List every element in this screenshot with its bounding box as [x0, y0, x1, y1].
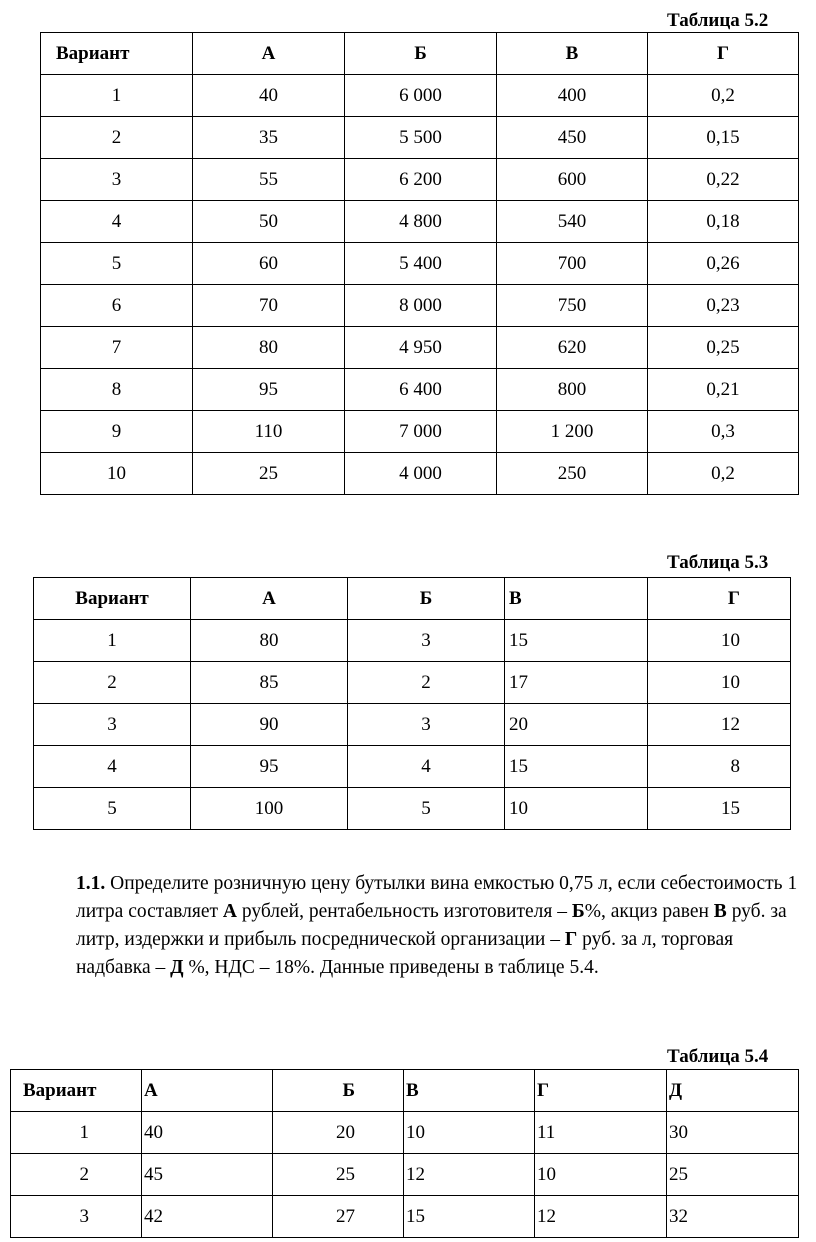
- table-header-row: [41, 33, 799, 75]
- table-header-cell: [191, 578, 348, 620]
- cell-text: 4: [421, 756, 431, 777]
- table-cell: [648, 704, 791, 746]
- table-cell: [348, 662, 505, 704]
- table-cell: [11, 1154, 142, 1196]
- cell-text: 3: [421, 714, 431, 735]
- table-cell: [505, 746, 648, 788]
- cell-text: 50: [259, 211, 278, 232]
- cell-text: 1: [79, 1122, 89, 1143]
- table-cell: [345, 201, 497, 243]
- cell-text: 55: [259, 169, 278, 190]
- cell-text: 25: [259, 463, 278, 484]
- cell-text: 80: [259, 337, 278, 358]
- cell-text: 45: [144, 1164, 163, 1185]
- cell-text: 2: [107, 672, 117, 693]
- table-header-row: [11, 1070, 799, 1112]
- cell-text: 6 200: [399, 169, 442, 190]
- table-cell: [41, 411, 193, 453]
- cell-text: 95: [259, 756, 279, 777]
- cell-text: 5 400: [399, 253, 442, 274]
- table-cell: [193, 75, 345, 117]
- cell-text: 40: [259, 85, 278, 106]
- cell-text: 6 000: [399, 85, 442, 106]
- table-cell: [193, 201, 345, 243]
- table-cell: [648, 201, 799, 243]
- cell-text: 20: [336, 1122, 355, 1143]
- cell-text: 250: [557, 463, 587, 484]
- cell-text: 80: [259, 630, 279, 651]
- cell-text: 3: [111, 169, 122, 190]
- cell-text: 15: [509, 630, 528, 651]
- cell-text: 27: [336, 1206, 355, 1227]
- problem-text-6: %, НДС – 18%. Данные приведены в таблице 5.4.: [188, 957, 599, 978]
- table-cell: [11, 1196, 142, 1238]
- table-cell: [648, 788, 791, 830]
- cell-text: Вариант: [23, 1080, 97, 1101]
- table-cell: [142, 1112, 273, 1154]
- problem-1-1: [0, 870, 800, 982]
- cell-text: 5 500: [399, 127, 442, 148]
- cell-text: 600: [557, 169, 587, 190]
- cell-text: Г: [537, 1080, 550, 1101]
- table-cell: [535, 1112, 667, 1154]
- table-row: [41, 327, 799, 369]
- table-cell: [345, 327, 497, 369]
- cell-text: 12: [721, 714, 740, 735]
- cell-text: 90: [259, 714, 279, 735]
- table-cell: [41, 369, 193, 411]
- cell-text: Б: [419, 588, 433, 609]
- cell-text: 4 000: [399, 463, 442, 484]
- cell-text: 25: [336, 1164, 355, 1185]
- table-header-cell: [273, 1070, 404, 1112]
- table-header-cell: [648, 33, 799, 75]
- table-cell: [667, 1196, 799, 1238]
- cell-text: Б: [342, 1080, 355, 1101]
- cell-text: Вариант: [56, 43, 130, 64]
- table-cell: [11, 1112, 142, 1154]
- cell-text: 30: [669, 1122, 688, 1143]
- table-cell: [41, 159, 193, 201]
- cell-text: Г: [727, 588, 740, 609]
- table-header-cell: [505, 578, 648, 620]
- cell-text: 6 400: [399, 379, 442, 400]
- table-cell: [345, 243, 497, 285]
- table-cell: [648, 746, 791, 788]
- cell-text: Б: [414, 43, 427, 64]
- table-cell: [404, 1112, 535, 1154]
- problem-text-5: руб. за л, торговая надбавка –: [76, 929, 734, 978]
- table-cell: [345, 117, 497, 159]
- table-cell: [41, 327, 193, 369]
- table-cell: [41, 285, 193, 327]
- cell-text: 42: [144, 1206, 163, 1227]
- cell-text: 9: [111, 421, 122, 442]
- cell-text: 6: [111, 295, 122, 316]
- table-row: [34, 746, 791, 788]
- table-cell: [648, 620, 791, 662]
- table-cell: [345, 75, 497, 117]
- cell-text: 0,2: [711, 85, 735, 106]
- table-cell: [41, 453, 193, 495]
- cell-text: А: [262, 588, 276, 609]
- table-cell: [497, 159, 648, 201]
- cell-text: 5: [107, 798, 117, 819]
- cell-text: 2: [111, 127, 122, 148]
- table-5-3-caption: Таблица 5.3: [667, 552, 769, 573]
- table-cell: [345, 453, 497, 495]
- var-v: В: [713, 901, 727, 922]
- cell-text: 40: [144, 1122, 163, 1143]
- table-cell: [193, 327, 345, 369]
- table-header-cell: [41, 33, 193, 75]
- cell-text: В: [509, 588, 522, 609]
- table-row: [34, 662, 791, 704]
- table-cell: [648, 285, 799, 327]
- table-cell: [41, 75, 193, 117]
- table-cell: [193, 243, 345, 285]
- table-row: [41, 453, 799, 495]
- table-cell: [142, 1154, 273, 1196]
- table-cell: [497, 285, 648, 327]
- table-row: [41, 159, 799, 201]
- table-5-2: [40, 32, 799, 495]
- table-header-cell: [345, 33, 497, 75]
- table-row: [41, 285, 799, 327]
- cell-text: 0,3: [711, 421, 735, 442]
- table-header-cell: [34, 578, 191, 620]
- cell-text: 800: [557, 379, 587, 400]
- cell-text: 5: [421, 798, 431, 819]
- table-row: [11, 1154, 799, 1196]
- table-cell: [497, 117, 648, 159]
- table-cell: [191, 704, 348, 746]
- table-cell: [648, 159, 799, 201]
- table-cell: [404, 1196, 535, 1238]
- table-cell: [34, 662, 191, 704]
- table-cell: [41, 117, 193, 159]
- var-a: А: [222, 901, 237, 922]
- cell-text: 60: [259, 253, 278, 274]
- cell-text: 0,18: [706, 211, 740, 232]
- table-cell: [34, 620, 191, 662]
- cell-text: В: [406, 1080, 419, 1101]
- table-row: [41, 369, 799, 411]
- cell-text: 25: [669, 1164, 688, 1185]
- cell-text: 3: [79, 1206, 89, 1227]
- cell-text: 0,23: [706, 295, 740, 316]
- table-cell: [648, 243, 799, 285]
- table-cell: [345, 369, 497, 411]
- cell-text: 110: [254, 421, 283, 442]
- table-header-cell: [348, 578, 505, 620]
- cell-text: 10: [509, 798, 528, 819]
- table-cell: [348, 620, 505, 662]
- cell-text: 8: [111, 379, 122, 400]
- cell-text: 10: [721, 672, 740, 693]
- problem-text-2: рублей, рентабельность изготовителя –: [241, 901, 567, 922]
- cell-text: 10: [107, 463, 126, 484]
- table-cell: [648, 327, 799, 369]
- table-cell: [191, 620, 348, 662]
- cell-text: 32: [669, 1206, 688, 1227]
- cell-text: 95: [259, 379, 278, 400]
- table-cell: [648, 662, 791, 704]
- table-cell: [497, 411, 648, 453]
- cell-text: Г: [716, 43, 730, 64]
- var-b: Б: [571, 901, 585, 922]
- table-cell: [648, 411, 799, 453]
- table-cell: [41, 201, 193, 243]
- cell-text: Вариант: [75, 588, 149, 609]
- table-cell: [497, 243, 648, 285]
- problem-text-1: Определите розничную цену бутылки вина емкостью 0,75 л, если себестоимость 1 литра составляет: [76, 873, 798, 922]
- cell-text: 8: [730, 756, 740, 777]
- table-cell: [345, 159, 497, 201]
- cell-text: 10: [721, 630, 740, 651]
- table-cell: [193, 117, 345, 159]
- table-cell: [535, 1196, 667, 1238]
- table-row: [34, 620, 791, 662]
- table-cell: [348, 704, 505, 746]
- cell-text: 450: [557, 127, 587, 148]
- table-row: [11, 1196, 799, 1238]
- table-cell: [348, 788, 505, 830]
- table-cell: [273, 1112, 404, 1154]
- cell-text: 4: [111, 211, 122, 232]
- cell-text: А: [144, 1080, 158, 1101]
- cell-text: 620: [557, 337, 587, 358]
- cell-text: 750: [557, 295, 587, 316]
- table-header-cell: [193, 33, 345, 75]
- cell-text: 15: [509, 756, 528, 777]
- cell-text: 2: [421, 672, 431, 693]
- table-cell: [667, 1112, 799, 1154]
- cell-text: 3: [107, 714, 117, 735]
- table-cell: [648, 369, 799, 411]
- problem-text-4: руб. за литр, издержки и прибыль посреднической организации –: [76, 901, 787, 950]
- table-cell: [193, 453, 345, 495]
- table-cell: [505, 788, 648, 830]
- table-header-row: [34, 578, 791, 620]
- cell-text: 70: [259, 295, 278, 316]
- table-cell: [193, 285, 345, 327]
- table-cell: [505, 620, 648, 662]
- cell-text: 1 200: [550, 421, 594, 442]
- table-cell: [667, 1154, 799, 1196]
- cell-text: 3: [421, 630, 431, 651]
- table-cell: [505, 662, 648, 704]
- table-5-3: [33, 577, 791, 830]
- problem-number: 1.1.: [76, 873, 106, 894]
- table-row: [41, 411, 799, 453]
- cell-text: 0,21: [706, 379, 740, 400]
- cell-text: 7: [111, 337, 122, 358]
- table-cell: [34, 746, 191, 788]
- table-header-cell: [535, 1070, 667, 1112]
- table-5-4: [10, 1069, 799, 1238]
- table-cell: [191, 662, 348, 704]
- cell-text: 7 000: [399, 421, 442, 442]
- table-cell: [404, 1154, 535, 1196]
- table-cell: [34, 704, 191, 746]
- table-header-cell: [648, 578, 791, 620]
- table-cell: [648, 75, 799, 117]
- cell-text: Д: [669, 1080, 683, 1101]
- table-cell: [191, 746, 348, 788]
- cell-text: 100: [254, 798, 284, 819]
- cell-text: 10: [406, 1122, 425, 1143]
- table-cell: [273, 1196, 404, 1238]
- cell-text: 15: [406, 1206, 425, 1227]
- cell-text: 0,2: [711, 463, 735, 484]
- table-cell: [193, 411, 345, 453]
- cell-text: 400: [557, 85, 587, 106]
- table-row: [41, 117, 799, 159]
- cell-text: 35: [259, 127, 278, 148]
- table-header-cell: [497, 33, 648, 75]
- cell-text: 0,26: [706, 253, 740, 274]
- cell-text: 85: [259, 672, 279, 693]
- table-cell: [193, 369, 345, 411]
- table-row: [34, 788, 791, 830]
- table-cell: [345, 285, 497, 327]
- table-header-cell: [404, 1070, 535, 1112]
- table-cell: [505, 704, 648, 746]
- table-header-cell: [11, 1070, 142, 1112]
- table-cell: [345, 411, 497, 453]
- table-header-cell: [667, 1070, 799, 1112]
- cell-text: 10: [537, 1164, 556, 1185]
- table-cell: [497, 201, 648, 243]
- table-cell: [193, 159, 345, 201]
- cell-text: В: [565, 43, 579, 64]
- table-cell: [142, 1196, 273, 1238]
- table-cell: [34, 788, 191, 830]
- table-cell: [497, 453, 648, 495]
- table-cell: [191, 788, 348, 830]
- cell-text: 1: [111, 85, 122, 106]
- cell-text: 4 950: [399, 337, 442, 358]
- problem-text-3: %, акциз равен: [584, 901, 709, 922]
- table-cell: [648, 117, 799, 159]
- table-row: [41, 201, 799, 243]
- cell-text: 4 800: [399, 211, 442, 232]
- table-row: [41, 75, 799, 117]
- cell-text: 0,25: [706, 337, 740, 358]
- table-cell: [41, 243, 193, 285]
- table-5-4-caption: Таблица 5.4: [667, 1046, 769, 1067]
- cell-text: 700: [557, 253, 587, 274]
- var-g: Г: [564, 929, 578, 950]
- table-5-2-caption: Таблица 5.2: [667, 10, 769, 31]
- table-cell: [497, 75, 648, 117]
- table-cell: [535, 1154, 667, 1196]
- cell-text: 0,22: [706, 169, 740, 190]
- table-cell: [648, 453, 799, 495]
- cell-text: А: [261, 43, 276, 64]
- cell-text: 8 000: [399, 295, 442, 316]
- cell-text: 4: [107, 756, 117, 777]
- cell-text: 0,15: [706, 127, 740, 148]
- var-d: Д: [170, 957, 184, 978]
- cell-text: 1: [107, 630, 117, 651]
- table-header-cell: [142, 1070, 273, 1112]
- cell-text: 5: [111, 253, 122, 274]
- cell-text: 15: [721, 798, 740, 819]
- cell-text: 20: [509, 714, 528, 735]
- cell-text: 11: [537, 1122, 556, 1143]
- table-cell: [273, 1154, 404, 1196]
- cell-text: 12: [406, 1164, 425, 1185]
- cell-text: 2: [79, 1164, 89, 1185]
- cell-text: 540: [557, 211, 587, 232]
- table-cell: [348, 746, 505, 788]
- table-row: [11, 1112, 799, 1154]
- table-row: [34, 704, 791, 746]
- cell-text: 12: [537, 1206, 556, 1227]
- table-cell: [497, 369, 648, 411]
- cell-text: 17: [509, 672, 528, 693]
- table-cell: [497, 327, 648, 369]
- table-row: [41, 243, 799, 285]
